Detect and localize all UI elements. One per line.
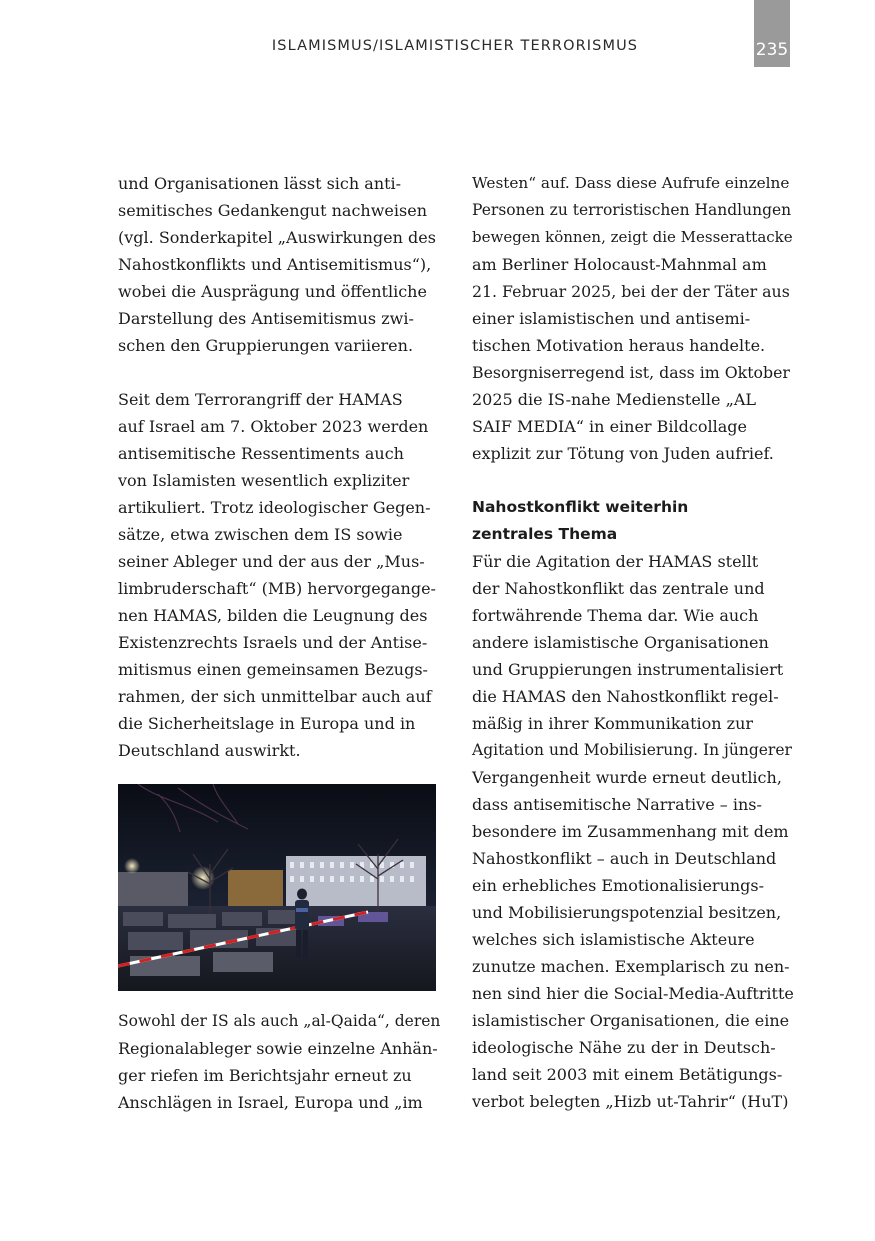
- text-line: auf Israel am 7. Oktober 2023 werden: [118, 417, 429, 436]
- text-line: die HAMAS den Nahostkonflikt regel-: [472, 687, 779, 706]
- text-line: explizit zur Tötung von Juden aufrief.: [472, 444, 774, 463]
- text-line: einer islamistischen und antisemi-: [472, 309, 751, 328]
- text-line: am Berliner Holocaust-Mahnmal am: [472, 255, 767, 274]
- text-line: Darstellung des Antisemitismus zwi-: [118, 309, 414, 328]
- text-line: Anschlägen in Israel, Europa und „im: [118, 1093, 423, 1112]
- text-line: von Islamisten wesentlich expliziter: [118, 471, 410, 490]
- text-line: islamistischer Organisationen, die eine: [472, 1011, 790, 1030]
- text-line: verbot belegten „Hizb ut-Tahrir“ (HuT): [472, 1092, 789, 1111]
- text-line: Nahostkonflikt – auch in Deutschland: [472, 849, 777, 868]
- paragraph-gap: [118, 359, 440, 386]
- page-number: 235: [755, 40, 789, 60]
- text-line: land seit 2003 mit einem Betätigungs-: [472, 1065, 783, 1084]
- text-line: nen sind hier die Social-Media-Auftritte: [472, 984, 794, 1003]
- text-line: wobei die Ausprägung und öffentliche: [118, 282, 427, 301]
- text-line: und Mobilisierungspotenzial besitzen,: [472, 903, 782, 922]
- text-line: SAIF MEDIA“ in einer Bildcollage: [472, 417, 747, 436]
- text-line: fortwährende Thema dar. Wie auch: [472, 606, 759, 625]
- text-line: ideologische Nähe zu der in Deutsch-: [472, 1038, 776, 1057]
- text-line: ein erhebliches Emotionalisierungs-: [472, 876, 765, 895]
- text-line: zunutze machen. Exemplarisch zu nen-: [472, 957, 790, 976]
- text-line: antisemitische Ressentiments auch: [118, 444, 404, 463]
- text-line: bewegen können, zeigt die Messerattacke: [472, 228, 793, 246]
- text-line: Regionalableger sowie einzelne Anhän-: [118, 1039, 438, 1058]
- memorial-photo-illustration: [118, 784, 436, 991]
- paragraph: [118, 170, 440, 359]
- text-line: artikuliert. Trotz ideologischer Gegen-: [118, 498, 431, 517]
- text-line: Existenzrechts Israels und der Antise-: [118, 633, 428, 652]
- text-line: tischen Motivation heraus handelte.: [472, 336, 766, 355]
- right-column: [472, 170, 794, 1115]
- text-line: welches sich islamistische Akteure: [472, 930, 755, 949]
- text-line: Personen zu terroristischen Handlungen: [472, 201, 792, 219]
- text-line: mäßig in ihrer Kommunikation zur: [472, 714, 754, 733]
- text-line: andere islamistische Organisationen: [472, 633, 769, 652]
- text-line: sätze, etwa zwischen dem IS sowie: [118, 525, 403, 544]
- memorial-photo: [118, 784, 436, 991]
- heading-line: zentrales Thema: [472, 525, 618, 543]
- text-line: 2025 die IS-nahe Medienstelle „AL: [472, 390, 757, 409]
- page-number-tab: [754, 0, 790, 67]
- text-line: mitismus einen gemeinsamen Bezugs-: [118, 660, 428, 679]
- text-line: semitisches Gedankengut nachweisen: [118, 201, 427, 220]
- text-line: Vergangenheit wurde erneut deutlich,: [472, 768, 782, 787]
- text-line: 21. Februar 2025, bei der der Täter aus: [472, 282, 790, 301]
- text-line: schen den Gruppierungen variieren.: [118, 336, 414, 355]
- text-line: Besorgniserregend ist, dass im Oktober: [472, 363, 790, 382]
- text-line: Agitation und Mobilisierung. In jüngerer: [472, 741, 792, 759]
- text-line: rahmen, der sich unmittelbar auch auf: [118, 687, 432, 706]
- section-heading: [472, 494, 794, 548]
- text-line: Sowohl der IS als auch „al-Qaida“, deren: [118, 1012, 441, 1030]
- left-column-continued: [118, 1008, 440, 1116]
- paragraph: [118, 386, 440, 764]
- text-line: Westen“ auf. Dass diese Aufrufe einzelne: [472, 174, 790, 192]
- chapter-title: ISLAMISMUS/ISLAMISTISCHER TERRORISMUS: [271, 38, 639, 54]
- text-line: limbruderschaft“ (MB) hervorgegange-: [118, 579, 436, 598]
- paragraph: [472, 548, 794, 1115]
- text-line: die Sicherheitslage in Europa und in: [118, 714, 416, 733]
- paragraph: [472, 170, 794, 467]
- text-line: Für die Agitation der HAMAS stellt: [472, 552, 759, 571]
- text-line: besondere im Zusammenhang mit dem: [472, 822, 789, 841]
- text-line: (vgl. Sonderkapitel „Auswirkungen des: [118, 228, 436, 247]
- text-line: der Nahostkonflikt das zentrale und: [472, 579, 765, 598]
- text-line: Nahostkonflikts und Antisemitismus“),: [118, 255, 432, 274]
- paragraph-gap: [472, 467, 794, 494]
- text-line: ger riefen im Berichtsjahr erneut zu: [118, 1066, 412, 1085]
- text-line: und Gruppierungen instrumentalisiert: [472, 660, 784, 679]
- text-line: nen HAMAS, bilden die Leugnung des: [118, 606, 428, 625]
- text-line: dass antisemitische Narrative – ins-: [472, 795, 762, 814]
- heading-line: Nahostkonflikt weiterhin: [472, 498, 689, 516]
- left-column: [118, 170, 440, 764]
- text-line: seiner Ableger und der aus der „Mus-: [118, 552, 425, 571]
- text-line: und Organisationen lässt sich anti-: [118, 174, 402, 193]
- text-line: Seit dem Terrorangriff der HAMAS: [118, 390, 403, 409]
- text-line: Deutschland auswirkt.: [118, 741, 301, 760]
